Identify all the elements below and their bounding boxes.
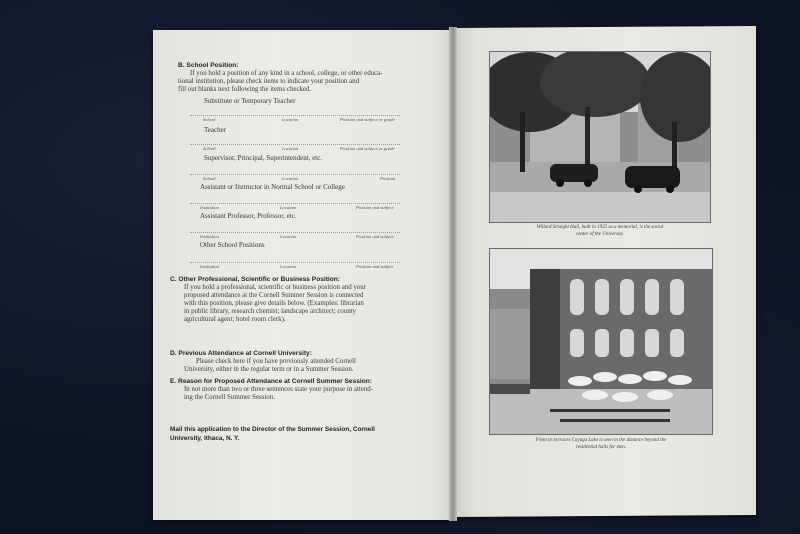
photo-willard-straight-hall-image xyxy=(490,52,710,222)
section-c-line-2: proposed attendance at the Cornell Summer Session is connected xyxy=(184,292,364,299)
option-supervisor[interactable]: Supervisor, Principal, Superintendent, etc. xyxy=(204,154,323,162)
section-e-line-2: ing the Cornell Summer Session. xyxy=(184,394,275,401)
blank-line[interactable] xyxy=(190,203,400,204)
blank-line[interactable] xyxy=(190,174,400,175)
photo-bottom-caption xyxy=(505,437,697,451)
photo-bottom-caption-line-1: From its terraces Cayuga Lake is seen in the distance beyond the xyxy=(535,438,667,443)
mail-note-line-1: Mail this application to the Director of the Summer Session, Cornell xyxy=(170,426,375,433)
field-label: Institution xyxy=(200,234,219,239)
mail-note-line-2: University, Ithaca, N. Y. xyxy=(170,435,240,442)
option-assistant-instructor[interactable]: Assistant or Instructor in Normal School or College xyxy=(200,183,345,191)
section-c-line-5: agricultural agent; hotel room clerk). xyxy=(184,316,286,323)
field-label: Position and subject xyxy=(356,234,394,239)
photo-terrace-cayuga-lake-image xyxy=(490,249,712,434)
section-d-heading: D. Previous Attendance at Cornell University: xyxy=(170,350,312,357)
section-c-heading: C. Other Professional, Scientific or Business Position: xyxy=(170,276,341,283)
book-gutter xyxy=(449,27,457,521)
field-label: Position and subject xyxy=(356,205,394,210)
section-e-heading: E. Reason for Proposed Attendance at Cornell Summer Session: xyxy=(170,378,373,385)
option-assistant-professor[interactable]: Assistant Professor, Professor, etc. xyxy=(200,212,297,220)
field-label: Location xyxy=(280,264,297,269)
section-c-line-1: If you hold a professional, scientific or business position and your xyxy=(184,284,366,291)
section-c-line-4: in public library, research chemist; landscape architect; county xyxy=(184,308,357,315)
blank-line[interactable] xyxy=(190,232,400,233)
photo-willard-straight-hall xyxy=(489,51,711,223)
section-b-intro-line-2: tional institution, please check items to indicate your position and xyxy=(178,78,360,85)
blank-line[interactable] xyxy=(190,115,400,116)
field-label: Position and subject or grade xyxy=(340,146,395,151)
option-other-school[interactable]: Other School Positions xyxy=(200,241,265,249)
field-label: School xyxy=(203,146,216,151)
section-c-line-3: with this position, please give details below. (Examples: librarian xyxy=(184,300,364,307)
blank-line[interactable] xyxy=(190,262,400,263)
option-teacher[interactable]: Teacher xyxy=(204,126,227,134)
field-label: Location xyxy=(280,205,297,210)
photo-top-caption-line-2: center of the University. xyxy=(575,232,625,237)
photo-top-caption-line-1: Willard Straight Hall, built in 1925 as a memorial, is the social xyxy=(536,225,664,230)
option-substitute-teacher[interactable]: Substitute or Temporary Teacher xyxy=(204,97,296,105)
section-e-line-1: In not more than two or three sentences state your purpose in attend- xyxy=(184,386,374,393)
left-page xyxy=(153,30,453,520)
field-label: Location xyxy=(282,176,299,181)
field-label: School xyxy=(203,117,216,122)
section-b-intro-line-3: fill out blanks next following the items checked. xyxy=(178,86,312,93)
section-d-line-1: Please check here if you have previously attended Cornell xyxy=(196,358,356,365)
field-label: Position and subject xyxy=(356,264,394,269)
field-label: Institution xyxy=(200,205,219,210)
field-label: Position xyxy=(380,176,396,181)
field-label: School xyxy=(203,176,216,181)
field-label: Location xyxy=(280,234,297,239)
field-label: Location xyxy=(282,146,299,151)
photo-top-caption xyxy=(505,224,695,238)
section-b-heading: B. School Position: xyxy=(178,62,239,69)
field-label: Location xyxy=(282,117,299,122)
field-label: Position and subject or grade xyxy=(340,117,395,122)
photo-bottom-caption-line-2: residential halls for men. xyxy=(575,445,627,450)
blank-line[interactable] xyxy=(190,144,400,145)
section-b-intro-line-1: If you hold a position of any kind in a school, college, or other educa- xyxy=(190,70,383,77)
photo-terrace-cayuga-lake xyxy=(489,248,713,435)
section-d-line-2: University, either in the regular term or in a Summer Session. xyxy=(184,366,354,373)
field-label: Institution xyxy=(200,264,219,269)
